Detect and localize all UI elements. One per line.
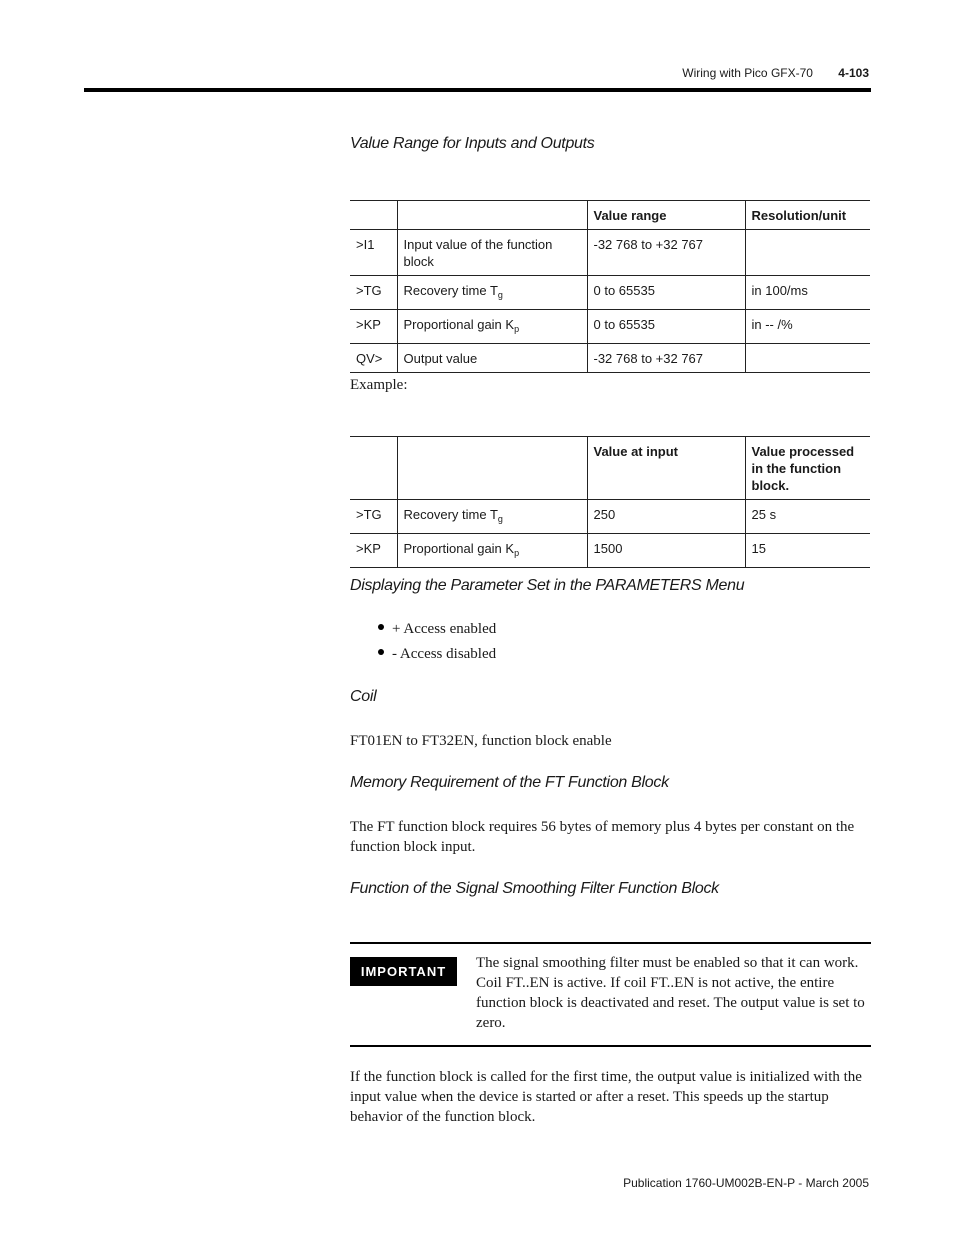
cell-input: 250: [587, 500, 745, 534]
example-label: Example:: [350, 377, 408, 393]
coil-text: FT01EN to FT32EN, function block enable: [350, 733, 612, 749]
header-title: Wiring with Pico GFX-70: [682, 66, 813, 80]
cell-range: 0 to 65535: [587, 310, 745, 344]
list-item: + Access enabled: [378, 621, 496, 646]
cell-description: Proportional gain $K_p$: [397, 534, 587, 568]
cell-description: Recovery time $T_g$: [397, 276, 587, 310]
table-row: [350, 310, 870, 344]
important-top-rule: [350, 942, 871, 944]
table-row: [350, 344, 870, 373]
table-row: [350, 534, 870, 568]
cell-code: >I1: [350, 230, 397, 276]
function-paragraph: If the function block is called for the first time, the output value is initialized with the input value when the device is started or after a reset. This speeds up the startup behavior of the function block.: [350, 1069, 862, 1125]
page-footer: Publication 1760-UM002B-EN-P - March 2005: [623, 1176, 869, 1190]
cell-range: 0 to 65535: [587, 276, 745, 310]
table-header-row: [350, 201, 870, 230]
cell-code: >KP: [350, 534, 397, 568]
header-rule: [84, 88, 871, 92]
important-badge: IMPORTANT: [350, 957, 457, 986]
column-header: [350, 201, 397, 230]
important-text: The signal smoothing filter must be enabled so that it can work. Coil FT..EN is active. If coil FT..EN is not active, the entire function block is deactivated and reset. The output value is set to zero.: [476, 955, 865, 1031]
cell-unit: [745, 344, 870, 373]
cell-range: -32 768 to +32 767: [587, 230, 745, 276]
table-row: [350, 230, 870, 276]
table-row: [350, 276, 870, 310]
cell-range: -32 768 to +32 767: [587, 344, 745, 373]
page-header: [682, 66, 869, 80]
cell-description: Recovery time $T_g$: [397, 500, 587, 534]
bullet-icon: [378, 624, 384, 630]
cell-code: >TG: [350, 500, 397, 534]
cell-description: Input value of the function block: [397, 230, 587, 276]
coil-heading: Coil: [350, 688, 377, 705]
cell-processed: 25 s: [745, 500, 870, 534]
column-header: [350, 437, 397, 500]
cell-code: >TG: [350, 276, 397, 310]
function-heading: Function of the Signal Smoothing Filter Function Block: [350, 880, 719, 897]
column-header: [397, 201, 587, 230]
cell-input: 1500: [587, 534, 745, 568]
page-number: 4-103: [838, 66, 869, 80]
column-header: Resolution/unit: [745, 201, 870, 230]
table-header-row: [350, 437, 870, 500]
column-header: Value at input: [587, 437, 745, 500]
example-table: [350, 436, 870, 568]
parameters-heading: Displaying the Parameter Set in the PARAMETERS Menu: [350, 577, 745, 594]
cell-unit: [745, 230, 870, 276]
value-range-table: [350, 200, 870, 373]
column-header: [397, 437, 587, 500]
cell-description: Proportional gain $K_p$: [397, 310, 587, 344]
bullet-icon: [378, 649, 384, 655]
cell-processed: 15: [745, 534, 870, 568]
cell-unit: in -- /%: [745, 310, 870, 344]
cell-code: >KP: [350, 310, 397, 344]
value-range-heading: Value Range for Inputs and Outputs: [350, 135, 595, 152]
table-row: [350, 500, 870, 534]
column-header: Value range: [587, 201, 745, 230]
list-item: - Access disabled: [378, 646, 496, 671]
parameters-list: [378, 621, 496, 671]
memory-heading: Memory Requirement of the FT Function Block: [350, 774, 669, 791]
cell-unit: in 100/ms: [745, 276, 870, 310]
cell-description: Output value: [397, 344, 587, 373]
cell-code: QV>: [350, 344, 397, 373]
memory-text: The FT function block requires 56 bytes of memory plus 4 bytes per constant on the function block input.: [350, 819, 855, 855]
column-header: Value processed in the function block.: [745, 437, 870, 500]
important-bottom-rule: [350, 1045, 871, 1047]
